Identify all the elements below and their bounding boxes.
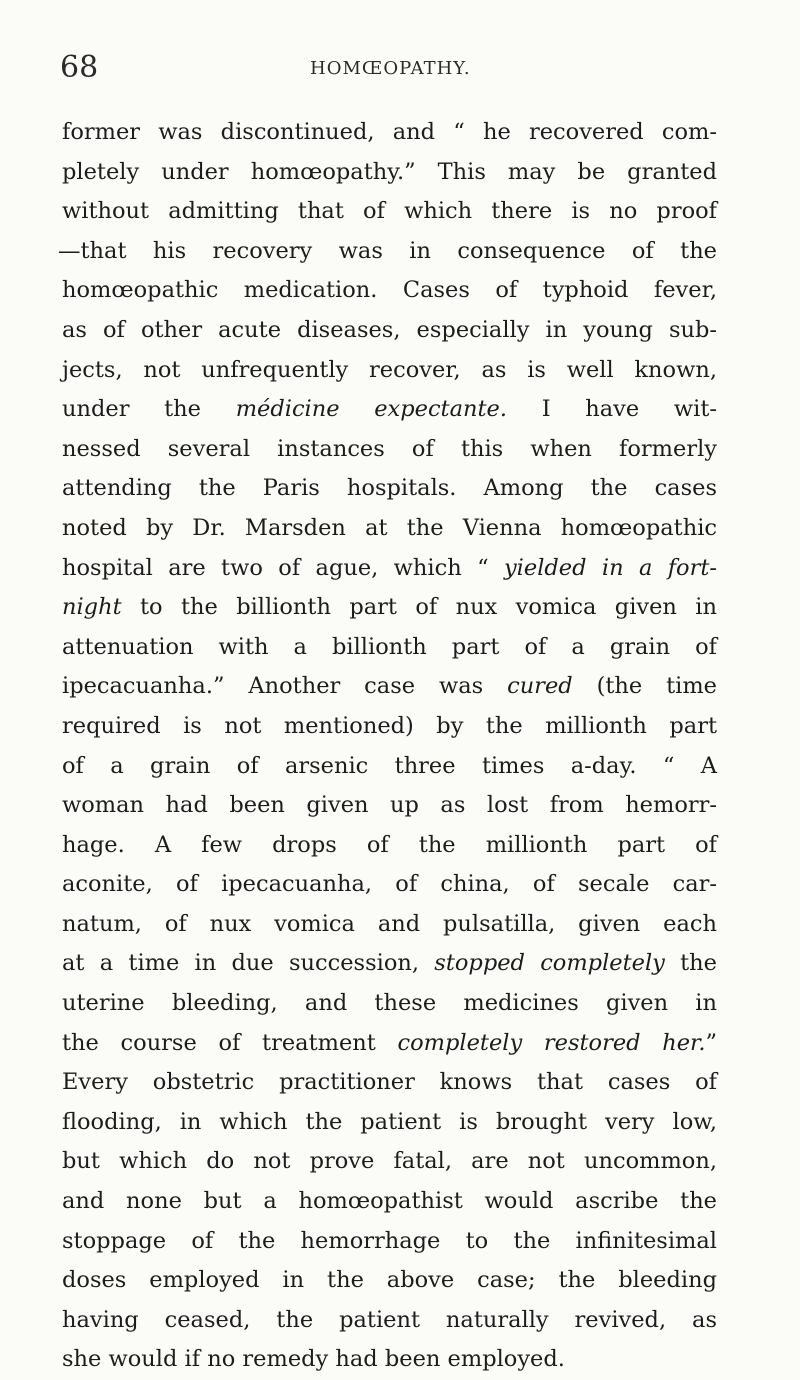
text-run: woman had been given up as lost from hemorr-	[62, 792, 717, 819]
text-line	[62, 905, 717, 945]
text-run: uterine bleeding, and these medicines given in	[62, 990, 717, 1017]
text-line	[62, 865, 717, 905]
text-run: stoppage of the hemorrhage to the infinitesimal	[62, 1227, 717, 1254]
text-line	[62, 1142, 717, 1182]
text-line	[62, 588, 717, 628]
text-run: homœopathic medication. Cases of typhoid fever,	[62, 277, 717, 304]
text-line	[62, 1103, 717, 1143]
text-run: ”	[705, 1029, 718, 1056]
text-line	[62, 113, 717, 153]
text-line	[62, 1301, 717, 1341]
text-run: I have wit-	[507, 396, 717, 423]
text-run: but which do not prove fatal, are not uncommon,	[62, 1148, 717, 1175]
text-run: —that his recovery was in consequence of the	[58, 237, 717, 264]
text-run: natum, of nux vomica and pulsatilla, given each	[62, 910, 717, 937]
italic-text: yielded in a fort-	[503, 554, 717, 581]
text-run: to the billionth part of nux vomica given in	[121, 594, 717, 621]
text-run: nessed several instances of this when formerly	[62, 435, 717, 462]
text-line	[62, 469, 717, 509]
text-line	[62, 192, 717, 232]
text-line	[62, 628, 717, 668]
text-line	[62, 667, 717, 707]
text-run: attenuation with a billionth part of a grain of	[62, 633, 717, 660]
text-run: and none but a homœopathist would ascribe the	[62, 1188, 717, 1215]
text-run: the	[664, 950, 717, 977]
text-run: ipecacuanha.” Another case was	[62, 673, 508, 700]
text-line	[62, 1340, 717, 1380]
text-line	[58, 232, 717, 272]
text-line	[62, 430, 717, 470]
text-line	[62, 549, 717, 589]
text-line	[62, 271, 717, 311]
text-run: noted by Dr. Marsden at the Vienna homœopathic	[62, 514, 717, 541]
italic-text: médicine expectante.	[235, 396, 508, 423]
text-line	[62, 390, 717, 430]
text-line	[62, 826, 717, 866]
running-title: HOMŒOPATHY.	[310, 58, 471, 79]
text-line	[62, 786, 717, 826]
text-line	[62, 1182, 717, 1222]
text-run: required is not mentioned) by the millionth part	[62, 712, 717, 739]
text-run: former was discontinued, and “ he recovered com-	[62, 119, 717, 145]
text-run: jects, not unfrequently recover, as is well known,	[62, 356, 717, 383]
italic-text: stopped completely	[434, 950, 665, 977]
text-run: doses employed in the above case; the bleeding	[62, 1267, 717, 1294]
page-number: 68	[60, 50, 99, 85]
italic-text: cured	[507, 673, 573, 700]
text-run: she would if no remedy had been employed.	[62, 1346, 565, 1373]
text-run: hage. A few drops of the millionth part of	[62, 831, 717, 858]
text-run: of a grain of arsenic three times a-day. “ A	[62, 752, 717, 779]
italic-text: completely restored her.	[397, 1029, 706, 1056]
text-line	[62, 1024, 717, 1064]
text-line	[62, 509, 717, 549]
text-run: under the	[62, 396, 236, 423]
italic-text: night	[62, 594, 122, 621]
running-head	[60, 48, 710, 88]
text-run: having ceased, the patient naturally revived, as	[62, 1306, 717, 1333]
text-line	[62, 747, 717, 787]
text-run: pletely under homœopathy.” This may be granted	[62, 158, 717, 185]
text-run: Every obstetric practitioner knows that cases of	[62, 1069, 717, 1096]
text-run: hospital are two of ague, which “	[62, 554, 504, 581]
text-run: the course of treatment	[62, 1029, 398, 1056]
body-text	[58, 113, 718, 1380]
text-line	[62, 351, 717, 391]
text-line	[62, 984, 717, 1024]
text-run: flooding, in which the patient is brought very low,	[62, 1108, 717, 1135]
text-run: as of other acute diseases, especially in young sub-	[62, 316, 717, 343]
text-line	[62, 1222, 717, 1262]
text-line	[62, 707, 717, 747]
text-run: aconite, of ipecacuanha, of china, of secale car-	[62, 871, 717, 898]
text-run: (the time	[572, 673, 717, 700]
text-line	[62, 153, 717, 193]
text-run: attending the Paris hospitals. Among the cases	[62, 475, 717, 502]
text-run: without admitting that of which there is no proof	[62, 198, 717, 225]
text-line	[62, 944, 717, 984]
text-line	[62, 311, 717, 351]
text-run: at a time in due succession,	[62, 950, 435, 977]
text-line	[62, 1063, 717, 1103]
text-line	[62, 1261, 717, 1301]
